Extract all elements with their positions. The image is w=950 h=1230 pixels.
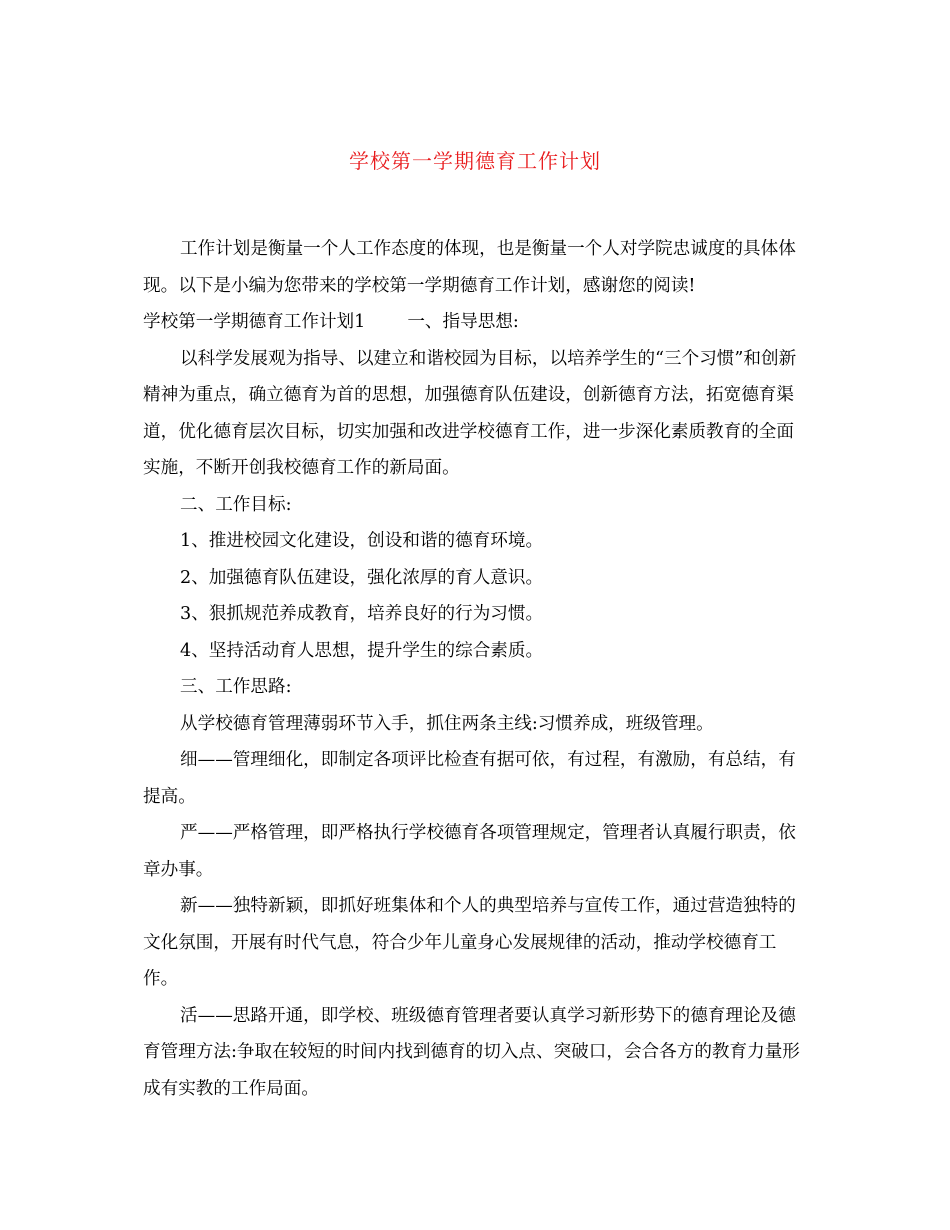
list-item-goal-2: 2、加强德育队伍建设，强化浓厚的育人意识。 — [180, 567, 544, 588]
list-item-goal-3: 3、狠抓规范养成教育，培养良好的行为习惯。 — [180, 604, 544, 624]
document-title: 学校第一学期德育工作计划 — [349, 149, 601, 173]
list-item-goal-1: 1、推进校园文化建设，创设和谐的德育环境。 — [180, 531, 544, 551]
paragraph-strict: 严——严格管理，即严格执行学校德育各项管理规定，管理者认真履行职责，依章办事。 — [143, 823, 796, 880]
paragraph-section-heading — [143, 304, 808, 341]
list-item-goal-4: 4、坚持活动育人思想，提升学生的综合素质。 — [180, 640, 544, 661]
plan-heading: 学校第一学期德育工作计划1 — [143, 312, 366, 332]
paragraph-approach: 从学校德育管理薄弱环节入手，抓住两条主线:习惯养成，班级管理。 — [180, 713, 714, 734]
guiding-ideology-heading: 一、指导思想: — [407, 312, 519, 332]
paragraph-active: 活——思路开通，即学校、班级德育管理者要认真学习新形势下的德育理论及德育管理方法:争取在较短的时间内找到德育的切入点、突破口，会合各方的教育力量形成有实教的工作局面。 — [143, 1005, 800, 1099]
paragraph-guiding-ideology: 以科学发展观为指导、以建立和谐校园为目标，以培养学生的“三个习惯”和创新精神为重点，确立德育为首的思想，加强德育队伍建设，创新德育方法，拓宽德育渠道，优化德育层次目标，切实加强和改进学校德育工作，进一步深化素质教育的全面实施，不断开创我校德育工作的新局面。 — [143, 348, 797, 478]
document-body — [143, 231, 808, 1107]
paragraph-goals-heading: 二、工作目标: — [180, 494, 292, 515]
paragraph-intro: 工作计划是衡量一个人工作态度的体现，也是衡量一个人对学院忠诚度的具体体现。以下是小编为您带来的学校第一学期德育工作计划，感谢您的阅读! — [143, 239, 796, 296]
paragraph-approach-heading: 三、工作思路: — [180, 677, 292, 697]
paragraph-detail: 细——管理细化，即制定各项评比检查有据可依，有过程，有激励，有总结，有提高。 — [143, 750, 796, 807]
paragraph-novel: 新——独特新颖，即抓好班集体和个人的典型培养与宣传工作，通过营造独特的文化氛围，开展有时代气息，符合少年儿童身心发展规律的活动，推动学校德育工作。 — [143, 896, 796, 989]
